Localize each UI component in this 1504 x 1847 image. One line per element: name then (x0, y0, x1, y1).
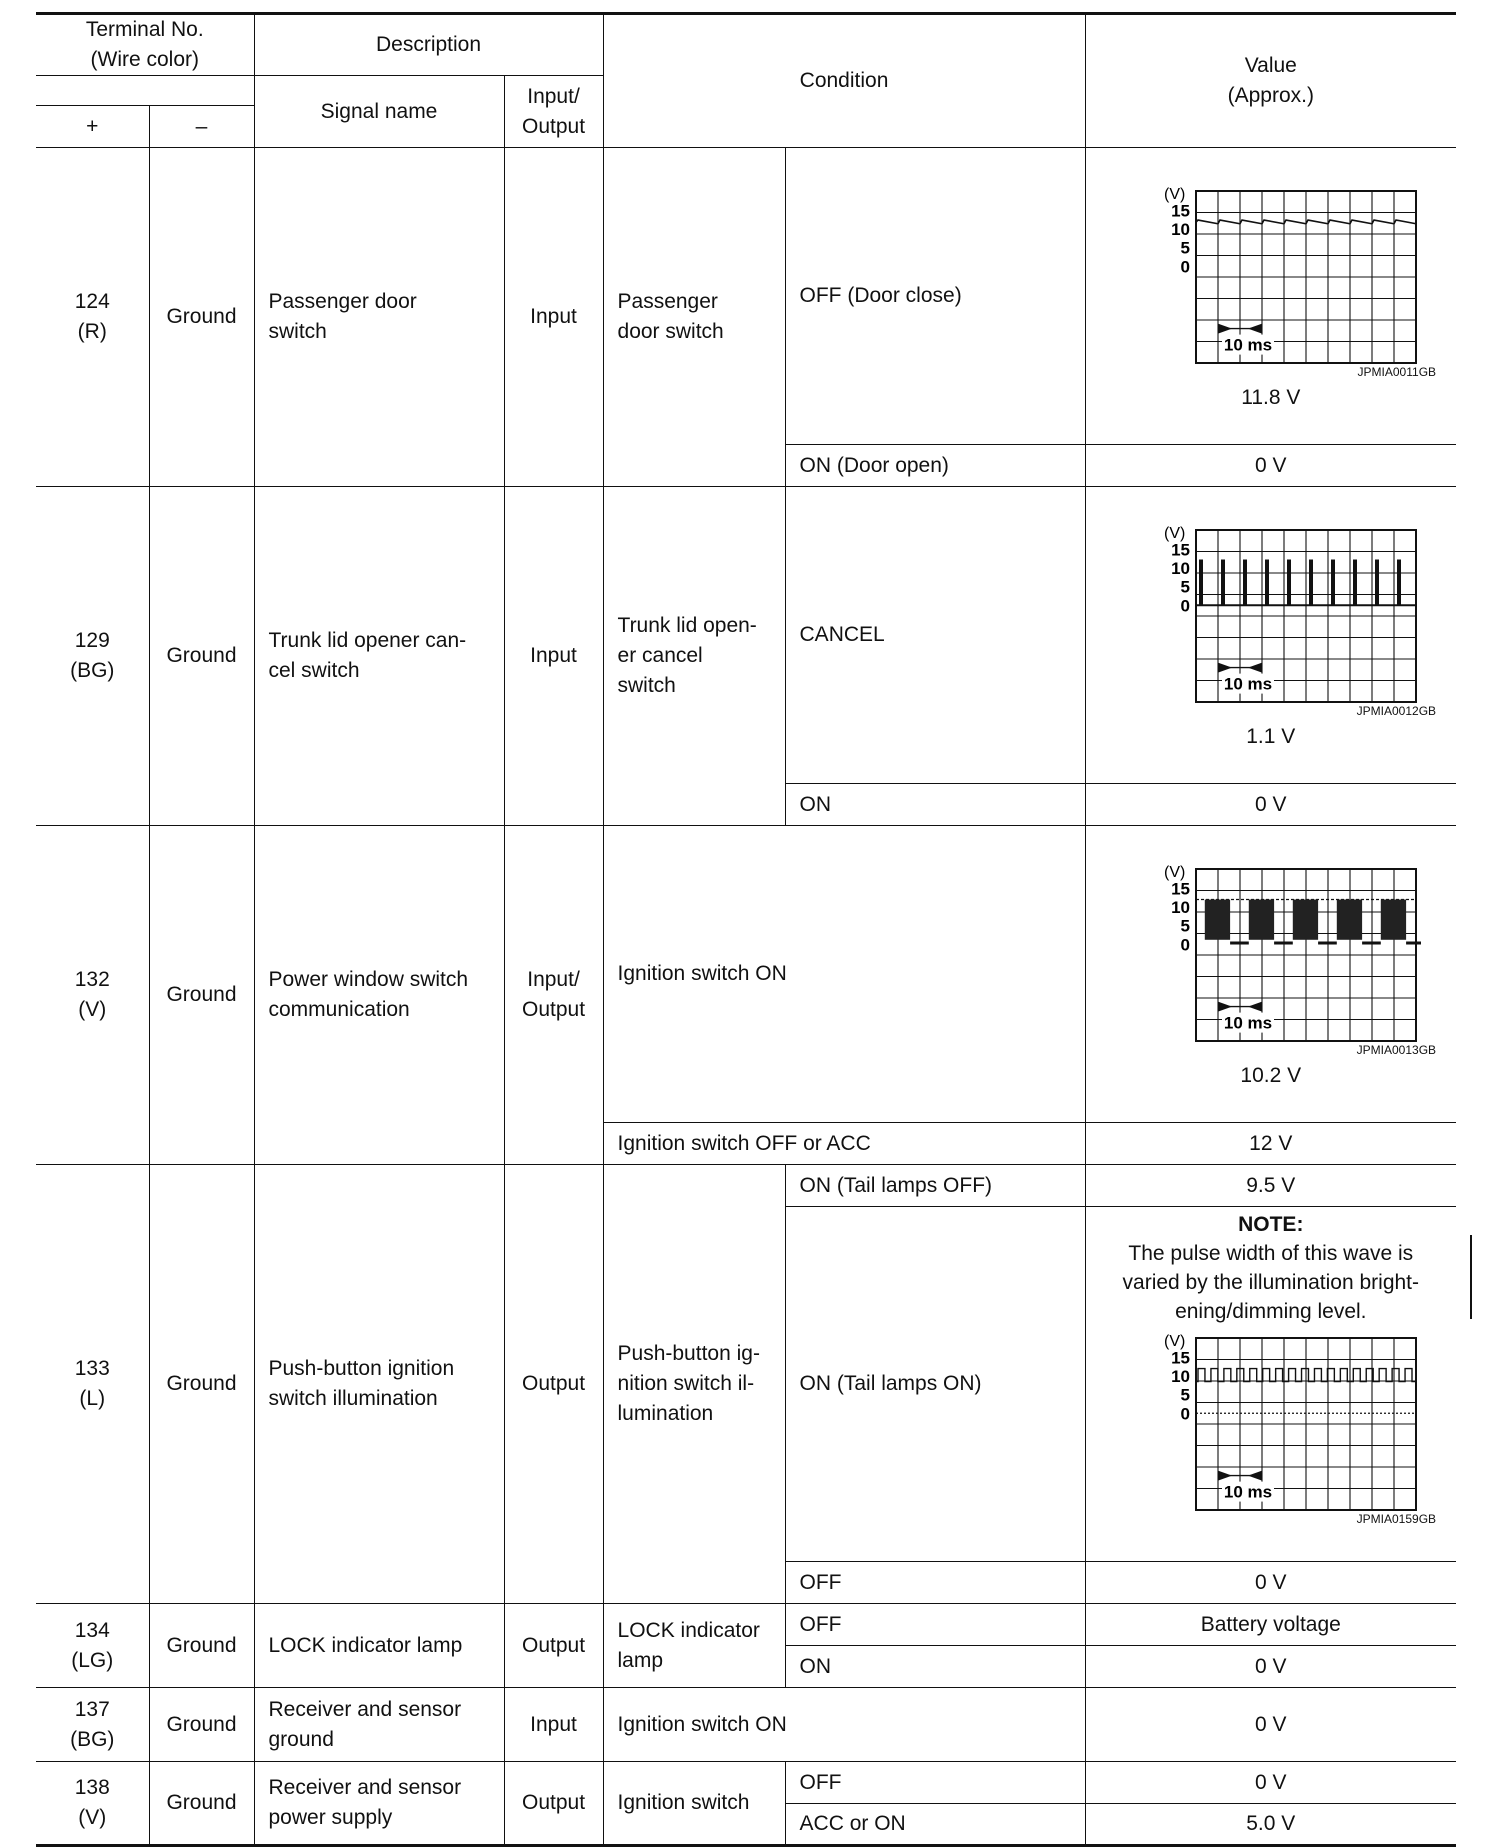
scope-tick-label: 10 (1170, 219, 1190, 239)
time-label: 10 ms (1223, 674, 1272, 694)
condition-main-cell: Ignition switch (603, 1762, 785, 1846)
header-minus: – (149, 106, 254, 148)
condition-sub-cell: ACC or ON (785, 1804, 1085, 1846)
io-cell: Input (504, 148, 603, 487)
value-cell: 5.0 V (1085, 1804, 1456, 1846)
terminal-cell: 137 (BG) (36, 1688, 149, 1762)
waveform-bursts (1196, 900, 1421, 945)
header-row-1 (36, 14, 1456, 76)
scope-tick-label: 5 (1180, 916, 1190, 936)
value-text: 11.8 V (1241, 386, 1301, 409)
condition-cell: Ignition switch OFF or ACC (603, 1123, 1085, 1165)
terminal-cell: 133 (L) (36, 1165, 149, 1604)
condition-sub-cell: ON (785, 1646, 1085, 1688)
scope-tick-label: 10 (1170, 1366, 1190, 1386)
scope-tick-label: 15 (1170, 201, 1190, 221)
value-cell: 0 V (1085, 784, 1456, 826)
ground-cell: Ground (149, 1604, 254, 1688)
time-marker-arrow (1218, 324, 1232, 334)
scope-tick-label: 10 (1170, 558, 1190, 578)
header-input-output: Input/ Output (504, 76, 603, 148)
scope-tick-label: 0 (1180, 257, 1190, 277)
ground-cell: Ground (149, 1688, 254, 1762)
scope-tick-label: 0 (1180, 596, 1190, 616)
condition-sub-cell: OFF (785, 1604, 1085, 1646)
value-cell (1085, 148, 1456, 445)
value-cell: 12 V (1085, 1123, 1456, 1165)
condition-main-cell: Trunk lid open- er cancel switch (603, 487, 785, 826)
value-text: 10.2 V (1240, 1064, 1302, 1087)
value-cell: 0 V (1085, 445, 1456, 487)
condition-sub-cell: OFF (785, 1762, 1085, 1804)
oscilloscope-figure (1086, 1330, 1457, 1526)
io-cell: Output (504, 1165, 603, 1604)
condition-sub-cell: OFF (785, 1562, 1085, 1604)
waveform-burst (1293, 900, 1318, 940)
waveform-low (1406, 942, 1421, 945)
condition-sub-cell: ON (Door open) (785, 445, 1085, 487)
table-row-129 (36, 487, 1456, 784)
condition-sub-cell: OFF (Door close) (785, 148, 1085, 445)
waveform-burst (1205, 900, 1230, 940)
scope-unit-label: (V) (1163, 1333, 1186, 1350)
scope-tick-label: 5 (1180, 1385, 1190, 1405)
terminal-cell: 138 (V) (36, 1762, 149, 1846)
waveform-burst (1337, 900, 1362, 940)
scope-unit-label: (V) (1163, 864, 1186, 881)
value-cell: 0 V (1085, 1762, 1456, 1804)
time-marker-arrow (1218, 1002, 1232, 1012)
oscilloscope-figure (1086, 183, 1457, 379)
time-label: 10 ms (1223, 1482, 1272, 1502)
scope-unit-label: (V) (1163, 525, 1186, 542)
waveform-door-close (1121, 183, 1421, 365)
time-label: 10 ms (1223, 1013, 1272, 1033)
scope-tick-label: 10 (1170, 897, 1190, 917)
condition-main-cell: Passenger door switch (603, 148, 785, 487)
value-cell: 0 V (1085, 1688, 1456, 1762)
oscilloscope-figure (1086, 522, 1457, 718)
table-row-138 (36, 1762, 1456, 1804)
note-title: NOTE: (1238, 1213, 1304, 1236)
condition-main-cell: Push-button ig- nition switch il- lumination (603, 1165, 785, 1604)
condition-sub-cell: CANCEL (785, 487, 1085, 784)
io-cell: Input (504, 1688, 603, 1762)
value-cell: 9.5 V (1085, 1165, 1456, 1207)
terminal-cell: 132 (V) (36, 826, 149, 1165)
waveform-low (1274, 942, 1293, 945)
signal-name-cell: LOCK indicator lamp (254, 1604, 504, 1688)
signal-name-cell: Power window switch communication (254, 826, 504, 1165)
signal-name-cell: Trunk lid opener can- cel switch (254, 487, 504, 826)
figure-id: JPMIA0011GB (1357, 365, 1437, 379)
scope-tick-label: 0 (1180, 1404, 1190, 1424)
io-cell: Input/ Output (504, 826, 603, 1165)
terminal-cell: 134 (LG) (36, 1604, 149, 1688)
time-marker-arrow (1218, 1471, 1232, 1481)
ground-cell: Ground (149, 826, 254, 1165)
signal-name-cell: Passenger door switch (254, 148, 504, 487)
header-value: Value (Approx.) (1085, 14, 1456, 148)
waveform-illumination (1121, 1330, 1421, 1512)
condition-sub-cell: ON (Tail lamps OFF) (785, 1165, 1085, 1207)
waveform-communication (1121, 861, 1421, 1043)
ground-cell: Ground (149, 1165, 254, 1604)
table-row-132 (36, 826, 1456, 1123)
io-cell: Output (504, 1762, 603, 1846)
condition-main-cell: LOCK indicator lamp (603, 1604, 785, 1688)
header-signal-name: Signal name (254, 76, 504, 148)
condition-sub-cell: ON (Tail lamps ON) (785, 1207, 1085, 1562)
condition-sub-cell: ON (785, 784, 1085, 826)
signal-name-cell: Receiver and sensor ground (254, 1688, 504, 1762)
scope-tick-label: 5 (1180, 577, 1190, 597)
scope-tick-label: 15 (1170, 1348, 1190, 1368)
scope-tick-label: 5 (1180, 238, 1190, 258)
header-terminal-no: Terminal No. (Wire color) (36, 14, 254, 76)
figure-id: JPMIA0159GB (1356, 1512, 1437, 1526)
waveform-low (1230, 942, 1249, 945)
margin-change-bar (1470, 1235, 1472, 1319)
value-cell (1085, 826, 1456, 1123)
oscilloscope-figure (1086, 861, 1457, 1057)
scope-tick-label: 15 (1170, 540, 1190, 560)
ground-cell: Ground (149, 487, 254, 826)
value-cell (1085, 487, 1456, 784)
value-cell: Battery voltage (1085, 1604, 1456, 1646)
table-row-124 (36, 148, 1456, 445)
terminal-cell: 129 (BG) (36, 487, 149, 826)
waveform-burst (1381, 900, 1406, 940)
time-marker-arrow (1248, 324, 1262, 334)
waveform-low (1318, 942, 1337, 945)
waveform-low (1362, 942, 1381, 945)
ground-cell: Ground (149, 1762, 254, 1846)
note-body: The pulse width of this wave is varied by the illumination bright- ening/dimming level. (1122, 1242, 1420, 1323)
condition-cell: Ignition switch ON (603, 826, 1085, 1123)
signal-name-cell: Push-button ignition switch illumination (254, 1165, 504, 1604)
waveform-burst (1249, 900, 1274, 940)
time-marker-arrow (1218, 663, 1232, 673)
value-text: 1.1 V (1246, 725, 1296, 748)
time-label: 10 ms (1223, 335, 1272, 355)
time-marker-arrow (1248, 663, 1262, 673)
header-description: Description (254, 14, 603, 76)
io-cell: Output (504, 1604, 603, 1688)
ground-cell: Ground (149, 148, 254, 487)
table-row-137 (36, 1688, 1456, 1762)
value-cell: 0 V (1085, 1646, 1456, 1688)
header-terminal-spacer (36, 76, 254, 106)
table-row-133 (36, 1165, 1456, 1207)
signal-name-cell: Receiver and sensor power supply (254, 1762, 504, 1846)
figure-id: JPMIA0012GB (1356, 704, 1437, 718)
time-marker-arrow (1248, 1471, 1262, 1481)
table-row-134 (36, 1604, 1456, 1646)
terminal-cell: 124 (R) (36, 148, 149, 487)
scope-unit-label: (V) (1163, 186, 1186, 203)
header-condition: Condition (603, 14, 1085, 148)
header-plus: + (36, 106, 149, 148)
scope-tick-label: 0 (1180, 935, 1190, 955)
waveform-cancel (1121, 522, 1421, 704)
io-cell: Input (504, 487, 603, 826)
terminal-spec-table (36, 12, 1456, 1847)
scope-tick-label: 15 (1170, 879, 1190, 899)
value-cell (1085, 1207, 1456, 1562)
time-marker-arrow (1248, 1002, 1262, 1012)
value-cell: 0 V (1085, 1562, 1456, 1604)
figure-id: JPMIA0013GB (1356, 1043, 1437, 1057)
condition-cell: Ignition switch ON (603, 1688, 1085, 1762)
